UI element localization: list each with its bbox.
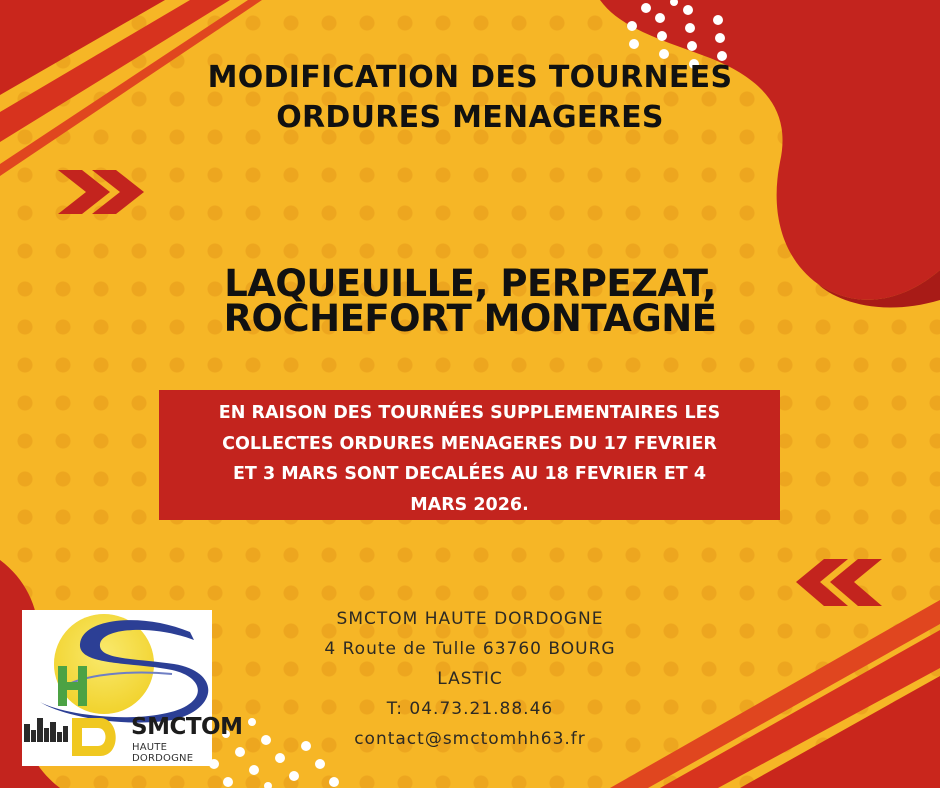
title-line: ORDURES MENAGERES xyxy=(276,100,664,135)
notice-line: MARS 2026. xyxy=(410,494,529,515)
towns-line: ROCHEFORT MONTAGNE xyxy=(223,297,717,340)
notice-line: EN RAISON DES TOURNÉES SUPPLEMENTAIRES LES xyxy=(218,403,721,423)
notice-text xyxy=(171,398,768,520)
towns-line: LAQUEUILLE, PERPEZAT, xyxy=(224,262,716,305)
towns-heading xyxy=(120,262,820,340)
top-right-blob xyxy=(600,0,940,300)
logo-subtitle: HAUTE DORDOGNE xyxy=(132,742,194,764)
contact-address-line: 4 Route de Tulle 63760 BOURG xyxy=(324,639,616,659)
notice-line: COLLECTES ORDURES MENAGERES DU 17 FEVRIER xyxy=(222,433,717,454)
contact-org: SMCTOM HAUTE DORDOGNE xyxy=(336,609,604,629)
double-chevron-right-icon xyxy=(58,170,144,214)
smctom-logo xyxy=(22,610,243,766)
contact-address-line: LASTIC xyxy=(437,669,503,689)
title-line: MODIFICATION DES TOURNEES xyxy=(207,60,733,95)
contact-email: contact@smctomhh63.fr xyxy=(354,729,586,749)
notice-line: ET 3 MARS SONT DECALÉES AU 18 FEVRIER ET 4 xyxy=(232,464,707,484)
contact-block xyxy=(270,604,670,754)
notice-box xyxy=(159,390,780,520)
double-chevron-left-icon xyxy=(796,559,882,606)
contact-phone: T: 04.73.21.88.46 xyxy=(386,699,554,719)
page-title xyxy=(120,58,820,138)
logo-name: SMCTOM xyxy=(131,714,243,740)
